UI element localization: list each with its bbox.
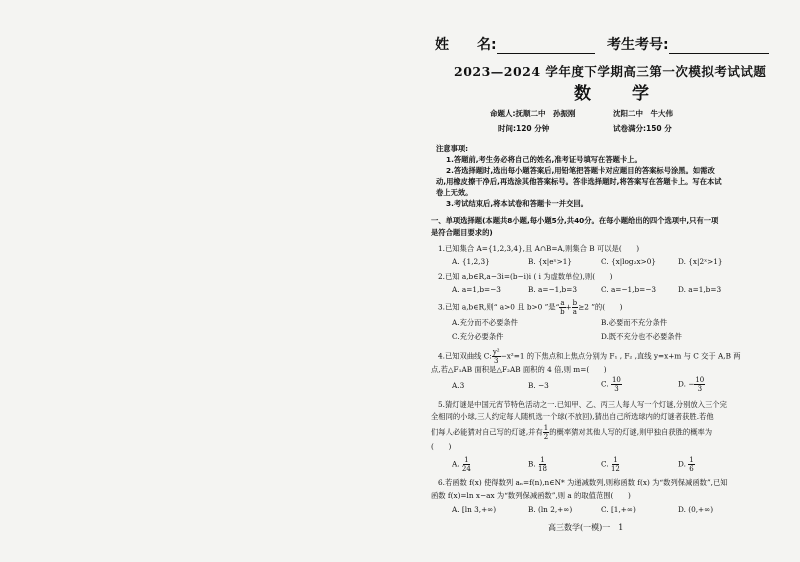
exam-no-blank: [669, 39, 769, 54]
q2-option-c: C. a=−1,b=−3: [601, 285, 657, 294]
note-line: 动,用橡皮擦干净后,再选涂其他答案标号。答非选择题时,将答案写在答题卡上。写在本试: [436, 177, 722, 186]
q4-stem-cont: 点,若△F₁AB 面积是△F₂AB 面积的 4 倍,则 m=( ): [431, 365, 607, 374]
time-label: 时间:120 分钟: [498, 124, 550, 133]
q6-option-c: C. [1,+∞): [601, 505, 636, 514]
q5-line: ( ): [431, 442, 452, 451]
name-label: 姓 名:: [435, 37, 497, 53]
q6-line: 函数 f(x)=ln x−ax 为“数列保减函数”,则 a 的取值范围( ): [431, 491, 631, 500]
q2-stem: 2.已知 a,b∈R,a−3i=(b−i)i ( i 为虚数单位),则( ): [438, 272, 613, 281]
q4-option-d: D. − $\frac{10}{3}$: [678, 376, 705, 393]
q5-line: 5.猜灯谜是中国元宵节特色活动之一.已知甲、乙、丙三人每人写一个灯谜,分别放入三个完: [438, 400, 727, 409]
q3-option-b: B.必要而不充分条件: [601, 318, 668, 327]
note-line: 3.考试结束后,将本试卷和答题卡一并交回。: [446, 199, 588, 208]
q5-option-d: D. $\frac{1}{6}$: [678, 456, 694, 473]
subject-title: 数 学: [574, 84, 661, 104]
q2-option-b: B. a=−1,b=3: [528, 285, 577, 294]
q3-fraction-b-over-a: $\frac{b}{a}$: [572, 299, 578, 316]
q5-fraction-half: $\frac{1}{2}$: [543, 424, 549, 441]
q6-option-a: A. [ln 3,+∞): [452, 505, 497, 514]
q4-option-b: B. −3: [528, 381, 549, 390]
q3-stem-start: 3.已知 a,b∈R,则“ a>0 且 b>0 ”是“: [438, 302, 560, 312]
section1-heading: 一、单项选择题(本题共8小题,每小题5分,共40分。在每小题给出的四个选项中,只有一项: [431, 216, 719, 225]
q5-option-c: C. $\frac{1}{12}$: [601, 456, 620, 473]
exam-no-label: 考生考号:: [607, 37, 669, 53]
q6-option-d: D. (0,+∞): [678, 505, 714, 514]
q4-option-c: C. $\frac{10}{3}$: [601, 376, 621, 393]
page-footer: 高三数学(一模)一 1: [548, 523, 624, 532]
q5-line: 全相同的小球,三人约定每人随机选一个球(不放回),猜出自己所选球内的灯谜者获胜.若他: [431, 412, 714, 421]
q3-stem: 3.已知 a,b∈R,则“ a>0 且 b>0 ”是“ $\frac{a}{b}$ + $\frac{b}{a}$ ≥2 ”的( ): [438, 299, 623, 316]
notes-heading: 注意事项:: [436, 144, 469, 153]
q3-option-d: D.既不充分也不必要条件: [601, 332, 682, 341]
q3-fraction-a-over-b: $\frac{a}{b}$: [560, 299, 565, 316]
q2-option-d: D. a=1,b=3: [678, 285, 722, 294]
q5-line: 们每人必能猜对自己写的灯谜,并有 $\frac{1}{2}$ 的概率猜对其他人写的灯谜,则甲独自获胜的概率为: [431, 424, 713, 441]
q1-option-b: B. {x|eˣ>1}: [528, 257, 573, 266]
exam-title: 2023—2024 学年度下学期高三第一次模拟考试试题: [454, 64, 767, 79]
q1-option-c: C. {x|log₂x>0}: [601, 257, 657, 266]
score-label: 试卷满分:150 分: [613, 124, 672, 133]
q6-line: 6.若函数 f(x) 使得数列 aₙ=f(n),n∈N* 为递减数列,则称函数 f(x) 为“数列保减函数”,已知: [438, 478, 728, 487]
q4-option-a: A.3: [452, 381, 465, 390]
q1-option-a: A. {1,2,3}: [452, 257, 490, 266]
q5-option-a: A. $\frac{1}{24}$: [452, 456, 471, 473]
section1-heading-cont: 是符合题目要求的): [431, 228, 493, 237]
q1-stem: 1.已知集合 A={1,2,3,4},且 A∩B=A,则集合 B 可以是( ): [438, 244, 640, 253]
q3-stem-end: ≥2 ”的( ): [578, 302, 623, 312]
author-label: 命题人:抚顺二中 孙振刚: [490, 109, 576, 118]
q4-fraction-y2-over-3: $\frac{\text{y²}}{3}$: [492, 348, 500, 365]
note-line: 卷上无效。: [436, 188, 473, 197]
name-label-row: [435, 34, 595, 54]
note-line: 2.答选择题时,选出每小题答案后,用铅笔把答题卡对应题目的答案标号涂黑。如需改: [446, 166, 715, 175]
q3-option-a: A.充分而不必要条件: [452, 318, 518, 327]
author2-label: 沈阳二中 牛大伟: [613, 109, 673, 118]
name-blank: [497, 39, 595, 54]
q1-option-d: D. {x|2ˣ>1}: [678, 257, 723, 266]
q4-stem: 4.已知双曲线 C: $\frac{\text{y²}}{3}$ −x²=1 的下焦点和上焦点分别为 F₁ , F₂ ,直线 y=x+m 与 C 交于 A,B 两: [438, 348, 741, 365]
q3-option-c: C.充分必要条件: [452, 332, 504, 341]
note-line: 1.答题前,考生务必将自己的姓名,准考证号填写在答题卡上。: [446, 155, 642, 164]
q2-option-a: A. a=1,b=−3: [452, 285, 501, 294]
q6-option-b: B. (ln 2,+∞): [528, 505, 573, 514]
q5-option-b: B. $\frac{1}{18}$: [528, 456, 547, 473]
exam-no-row: [607, 34, 769, 54]
